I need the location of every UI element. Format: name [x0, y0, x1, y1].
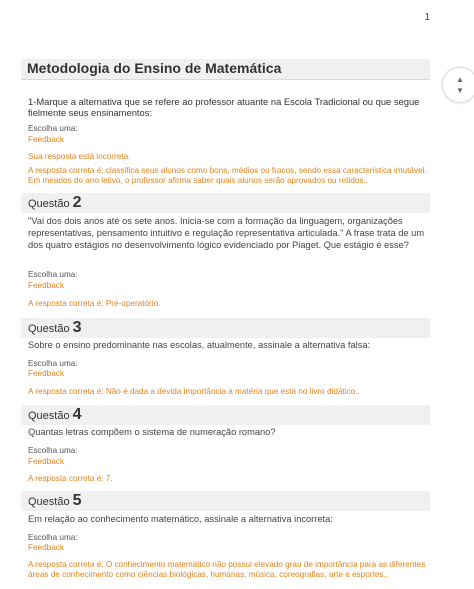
correct-answer: A resposta correta é: 7.: [28, 474, 113, 483]
question-text: Em relação ao conhecimento matemático, assinale a alternativa incorreta:: [28, 514, 333, 524]
question-label: Questão 2: [28, 194, 82, 211]
question-header: [21, 318, 430, 338]
choose-label: Escolha uma:: [28, 359, 78, 368]
correct-answer: A resposta correta é: classifica seus alunos como bons, médios ou fracos, sendo essa característica imutável. Em meados do ano letivo, o professor afirma saber quais alunos serão aprovados ou retidos..: [28, 166, 427, 185]
title-bar: [21, 59, 430, 80]
choose-label: Escolha uma:: [28, 124, 78, 133]
choose-label: Escolha uma:: [28, 446, 78, 455]
question-text: "Vai dos dois anos até os sete anos. Inicia-se com a formação da linguagem, organizações representativas, pensamento intuitivo e regulação representativa articulada." A frase trata de um dos quatro estágios no desenvolvimento lógico evidenciado por Piaget. Que estágio é esse?: [28, 216, 425, 250]
question-number: 2: [72, 194, 82, 211]
feedback-link[interactable]: Feedback: [28, 457, 64, 466]
question-label: Questão 5: [28, 492, 82, 509]
feedback-link[interactable]: Feedback: [28, 369, 64, 378]
question-label: Questão 4: [28, 406, 82, 423]
page-number: 1: [424, 12, 430, 23]
choose-label: Escolha uma:: [28, 533, 78, 542]
question-number: 4: [72, 406, 82, 423]
question-number: 5: [72, 492, 82, 509]
scroll-widget[interactable]: [443, 68, 474, 102]
feedback-link[interactable]: Feedback: [28, 281, 64, 290]
question-label: Questão 3: [28, 319, 82, 336]
question-text: Quantas letras compõem o sistema de numeração romano?: [28, 427, 276, 437]
chevron-up-icon[interactable]: ▲: [456, 75, 464, 84]
feedback-link[interactable]: Feedback: [28, 135, 64, 144]
correct-answer: A resposta correta é: Não é dada a devida importância à matéria que está no livro didático..: [28, 387, 360, 396]
choose-label: Escolha uma:: [28, 270, 78, 279]
feedback-link[interactable]: Feedback: [28, 543, 64, 552]
chevron-down-icon[interactable]: ▼: [456, 86, 464, 95]
incorrect-message: Sua resposta está incorreta.: [28, 152, 131, 161]
question-header: [21, 193, 430, 213]
question-1-text: 1-Marque a alternativa que se refere ao professor atuante na Escola Tradicional ou que segue fielmente seus ensinamentos:: [28, 96, 420, 118]
correct-answer: A resposta correta é: O conhecimento matemático não possui elevado grau de importância para as diferentes áreas de conhecimento como ciências biológicas, humanas, música, coreografias, arte e esportes..: [28, 560, 426, 579]
question-header: [21, 405, 430, 425]
question-text: Sobre o ensino predominante nas escolas, atualmente, assinale a alternativa falsa:: [28, 340, 371, 350]
correct-answer: A resposta correta é: Pré-operatório.: [28, 299, 161, 308]
question-number: 3: [72, 319, 82, 336]
question-header: [21, 491, 430, 511]
document-title: Metodologia do Ensino de Matemática: [27, 60, 282, 76]
